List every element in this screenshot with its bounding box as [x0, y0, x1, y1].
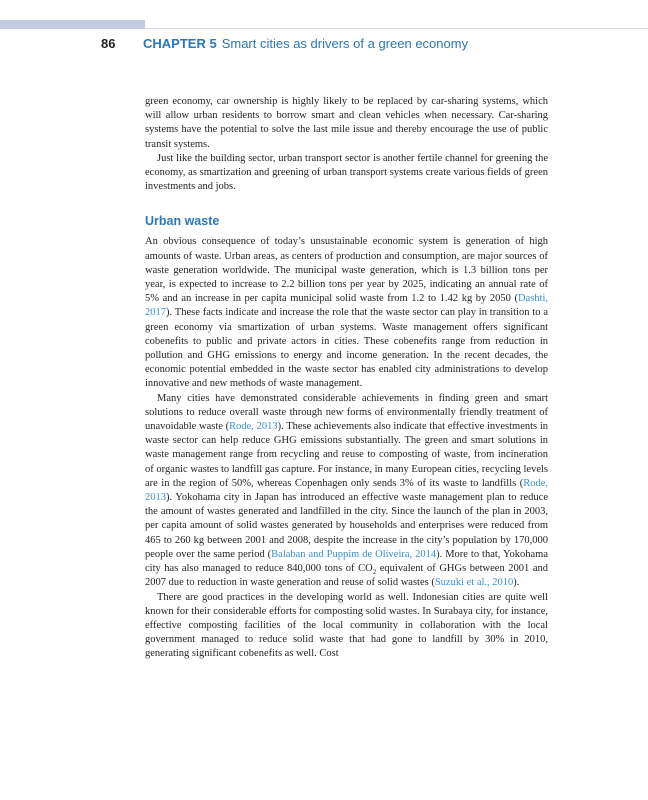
paragraph-transport: Just like the building sector, urban transport sector is another fertile channel for greening the economy, as smartization and greening of urban transport systems create various fields of green investments and jobs. [145, 152, 548, 193]
paragraph-city-achievements: Many cities have demonstrated considerable achievements in finding green and smart solutions to reduce overall waste through new forms of environmentally friendly treatment of unavoidable waste (Rode, 2013). These achievements also indicate that effective investments in waste sector can help reduce GHG emissions substantially. The green and smart solutions in waste management range from recycling and reuse to composting of waste, from incineration of organic wastes to landfill gas capture. For instance, in many European cities, recycling levels are in the region of 50%, whereas Copenhagen only sends 3% of its waste to landfills (Rode, 2013). Yokohama city in Japan has introduced an effective waste management plan to reduce the amount of wastes generated and landfilled in the city. Since the launch of the plan in 2003, per capita amount of solid wastes generated by households and enterprises were reduced from 465 to 260 kg between 2001 and 2008, despite the increase in the city’s population by 170,000 people over the same period (Balaban and Puppim de Oliveira, 2014). More to that, Yokohama city has also managed to reduce 840,000 tons of $CO_2$ equivalent of GHGs between 2001 and 2007 due to reduction in waste generation and reuse of solid wastes (Suzuki et al., 2010). [145, 392, 548, 589]
subscript: 2 [372, 568, 377, 577]
paragraph-car-sharing: green economy, car ownership is highly likely to be replaced by car-sharing systems, which will allow urban residents to borrow smart and clean vehicles when necessary. Car-sharing systems have the potential to solve the last mile issue and thereby encourage the use of public transit systems. [145, 96, 548, 150]
chapter-title: Smart cities as drivers of a green economy [221, 36, 469, 51]
running-head [143, 36, 468, 51]
paragraph-waste-generation: An obvious consequence of today’s unsustainable economic system is generation of high amounts of waste. Urban areas, as centers of production and consumption, are major sources of waste generation worldwide. The municipal waste generation, which is 1.3 billion tons per year, is expected to increase to 2.2 billion tons per year by 2025, indicating an annual rate of 5% and an increase in per capita municipal solid waste from 1.2 to 1.42 kg by 2050 (Dashti, 2017). These facts indicate and increase the role that the waste sector can play in transition to a green economy via smartization of urban systems. Waste management offers significant cobenefits to public and private actors in cities. These cobenefits range from reduction in pollution and GHG emissions to energy and income generation. In the recent decades, the economic potential embedded in the waste sector has enabled city administrations to develop innovative and new methods of waste management. [145, 236, 548, 390]
citation-link[interactable]: Rode, 2013 [229, 421, 278, 433]
header-color-bar [0, 20, 145, 29]
citation-link[interactable]: Suzuki et al., 2010 [434, 577, 514, 589]
paragraph-developing-world: There are good practices in the developing world as well. Indonesian cities are quite well known for their considerable efforts for composting solid wastes. In Surabaya city, for instance, effective composting facilities of the local community in collaboration with the local government managed to reduce solid waste that had gone to landfill by 30% in 2010, generating significant cobenefits as well. Cost [145, 591, 548, 660]
citation-link[interactable]: Balaban and Puppim de Oliveira, 2014 [271, 548, 437, 560]
section-heading-urban-waste: Urban waste [145, 214, 220, 229]
header-rule [145, 28, 648, 29]
page-body [145, 95, 548, 662]
page-number: 86 [101, 36, 116, 51]
chapter-label: CHAPTER 5 [143, 36, 217, 51]
citation-link[interactable]: Dashti, 2017 [145, 293, 548, 319]
citation-link[interactable]: Rode, 2013 [145, 477, 548, 504]
